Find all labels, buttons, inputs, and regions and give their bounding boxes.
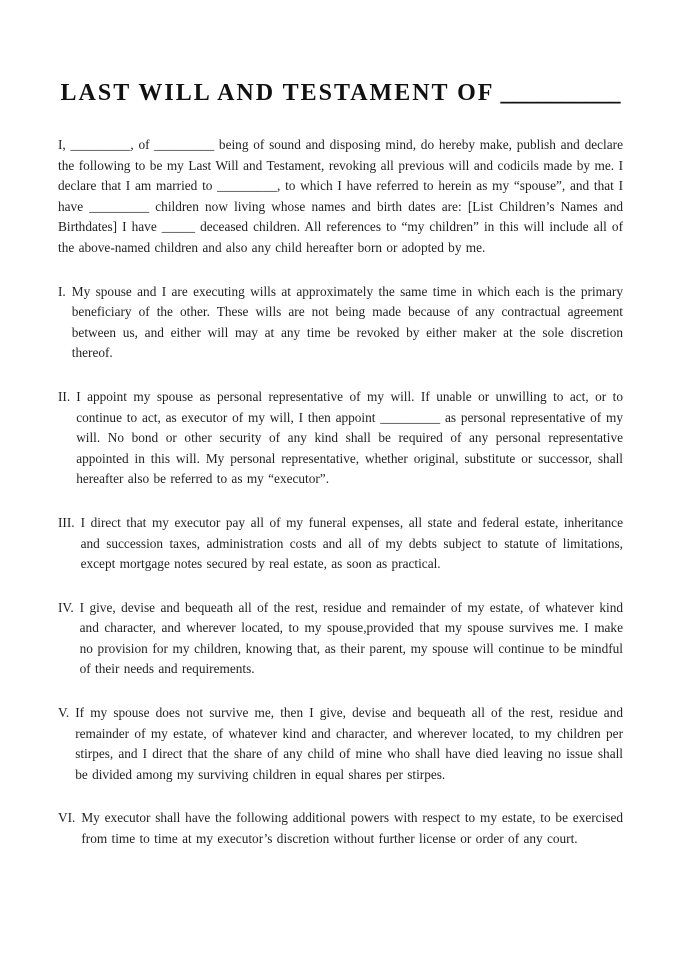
document-title — [58, 78, 623, 108]
section-6 — [58, 808, 623, 849]
document-title-blank: __________ — [500, 80, 621, 106]
section-2 — [58, 387, 623, 490]
section-6-text: My executor shall have the following additional powers with respect to my estate, to be exercised from time to time at my executor’s discretion without further license or order of any court. — [81, 810, 623, 847]
section-5 — [58, 703, 623, 785]
section-4 — [58, 598, 623, 680]
section-5-numeral: V. — [58, 705, 70, 721]
section-3-numeral: III. — [58, 514, 75, 530]
section-2-text: I appoint my spouse as personal representative of my will. If unable or unwilling to act, or to continue to act, as executor of my will, I then appoint _________ as personal representative of my will. No bond or other security of any kind shall be required of any personal representative appointed in this will. My personal representative, whether original, substitute or successor, shall hereafter also be referred to as my “executor”. — [76, 388, 623, 487]
section-4-numeral: IV. — [58, 599, 74, 615]
section-3 — [58, 513, 623, 575]
intro-paragraph: I, _________, of _________ being of sound and disposing mind, do hereby make, publish and declare the following to be my Last Will and Testament, revoking all previous will and codicils made by me. I declare that I am married to _________, to which I have referred to herein as my “spouse”, and that I have _________ children now living whose names and birth dates are: [List Children’s Names and Birthdates] I have _____ deceased children. All references to “my children” in this will include all of the above-named children and also any child hereafter born or adopted by me. — [58, 137, 623, 255]
section-2-numeral: II. — [58, 388, 71, 404]
document-title-text: LAST WILL AND TESTAMENT OF — [60, 80, 495, 106]
section-5-text: If my spouse does not survive me, then I give, devise and bequeath all of the rest, residue and remainder of my estate, of whatever kind and character, and wherever located, to my children per stirpes, and I direct that the share of any child of mine who shall have died leaving no issue shall be divided among my surviving children in equal shares per stirpes. — [75, 705, 623, 782]
section-3-text: I direct that my executor pay all of my funeral expenses, all state and federal estate, inheritance and succession taxes, administration costs and all of my debts subject to statute of limitations, except mortgage notes secured by real estate, as soon as practical. — [80, 514, 623, 572]
section-1 — [58, 282, 623, 364]
section-6-numeral: VI. — [58, 810, 76, 826]
section-4-text: I give, devise and bequeath all of the rest, residue and remainder of my estate, of whatever kind and character, and wherever located, to my spouse,provided that my spouse survives me. I make no provision for my children, knowing that, as their parent, my spouse will continue to be mindful of their needs and requirements. — [79, 599, 623, 677]
section-1-text: My spouse and I are executing wills at approximately the same time in which each is the primary beneficiary of the other. These wills are not being made because of any contractual agreement between us, and either will may at any time be revoked by either maker at the sole discretion thereof. — [71, 283, 623, 361]
section-1-numeral: I. — [58, 283, 66, 299]
